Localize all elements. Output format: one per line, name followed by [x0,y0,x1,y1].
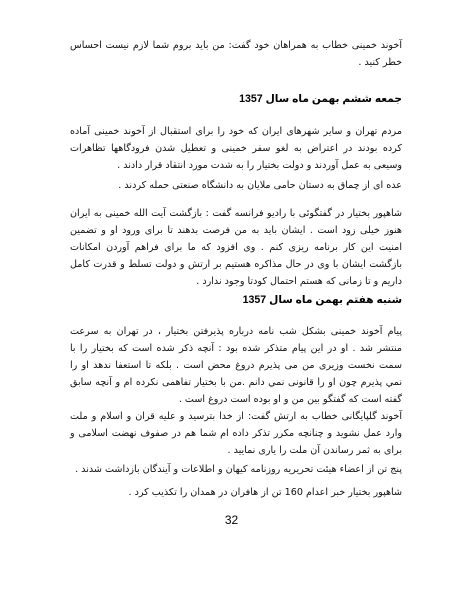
page-number: 32 [224,513,239,527]
section-heading-friday: جمعه ششم بهمن ماه سال 1357 [239,93,402,105]
section-heading-saturday: شنبه هفتم بهمن ماه سال 1357 [242,294,402,306]
paragraph: آخوند خمینی خطاب به همراهان خود گفت: من باید بروم شما لازم نیست احساس خطر کنید . [70,40,402,68]
paragraph: آخوند گلپایگانی خطاب به ارتش گفت: از خدا بترسید و علیه قران و اسلام و ملت وارد عمل نشوید و چنانچه مکرر تذکر داده ام شما هم در صفوف نهضت اسلامی و برای به ثمر رساندن آن ملت را یاری نمایید . [70,411,402,456]
paragraph: شاهپور بختیار در گفتگوئی با رادیو فرانسه گفت : بازگشت آیت الله خمینی به ایران هنوز خیلی زود است . ایشان باید به من فرصت بدهند تا برای ورود او و تضمین امنیت این کار برنامه ریزی کنم . وی افزود که ما برای فراهم آوردن امکانات بازگشت ایشان با وی در حال مذاکره هستیم بر ارتش و دولت تسلط و قدرت کامل داریم و تا زمانی که هستم احتمال کودتا وجود ندارد . [70,208,402,287]
paragraph: پیام آخوند خمینی بشکل شب نامه درباره پذیرفتن بختیار ، در تهران به سرعت منتشر شد . او در این پیام متذکر شده بود : آنچه ذکر شده است که بختیار را با سمت نخست وزیری من می پذیرم دروغ محض است . بلکه تا استعفا ندهد او را نمي پذیرم چون او را قانونی نمي دانم .من با بختیار تفاهمی نکرده ام و آنچه سابق گفته است که گفتگو بین من و او بوده است دروغ است . [70,326,402,405]
paragraph: مردم تهران و سایر شهرهای ایران که خود را برای استقبال از آخوند خمینی آماده کرده بودند در اعتراض به لغو سفر خمینی و تعطیل شدن فرودگاهها تظاهرات وسیعی به عمل آوردند و دولت بختیار را به شدت مورد انتقاد قرار دادند . [70,126,402,171]
paragraph: شاهپور بختیار خبر اعدام 160 تن از هافران در همدان را تکذیب کرد . [128,487,402,498]
paragraph: عده ای از چماق به دستان حامی ملایان به دانشگاه صنعتی حمله کردند . [118,180,402,191]
paragraph: پنج تن از اعضاء هیئت تحریریه روزنامه کیهان و اطلاعات و آیندگان بازداشت شدند . [75,464,402,475]
